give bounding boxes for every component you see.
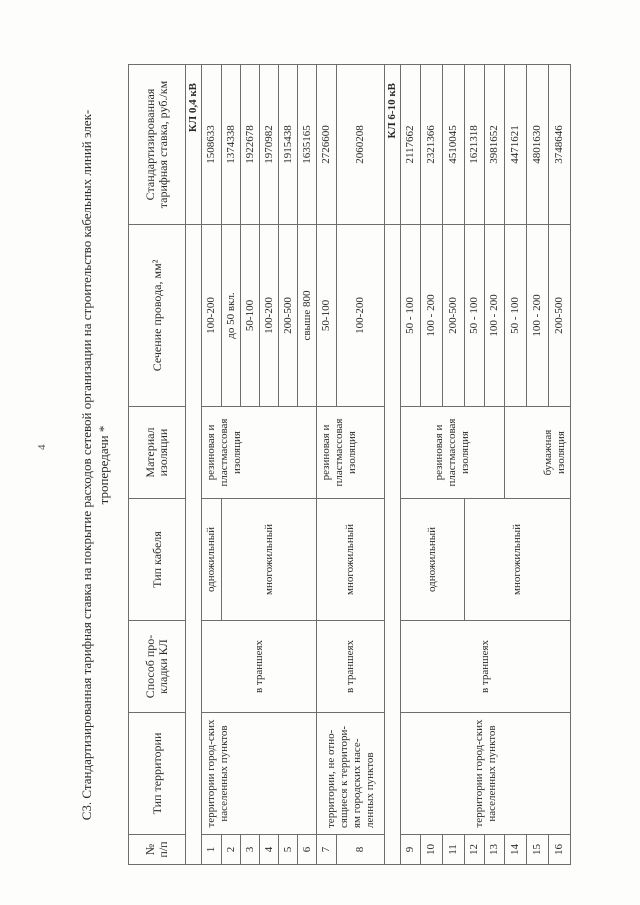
rate-cell: 3748646 xyxy=(549,65,571,225)
section-cell: 100 - 200 xyxy=(421,225,443,407)
rate-cell: 3981652 xyxy=(485,65,505,225)
rate-cell: 1508633 xyxy=(202,65,222,225)
method-cell: в траншеях xyxy=(401,621,571,713)
rate-cell: 1915438 xyxy=(279,65,298,225)
rate-cell: 1970982 xyxy=(260,65,279,225)
section-row xyxy=(385,65,401,865)
rate-cell: 2726600 xyxy=(317,65,337,225)
territory-cell: территории город-ских населенных пунктов xyxy=(202,713,317,835)
rate-cell: 4801630 xyxy=(527,65,549,225)
row-number: 14 xyxy=(505,835,527,865)
row-number: 8 xyxy=(337,835,385,865)
header-insulation: Материал изоляции xyxy=(129,407,186,499)
row-number: 10 xyxy=(421,835,443,865)
section-cell: 200-500 xyxy=(279,225,298,407)
row-number: 11 xyxy=(443,835,465,865)
section-cell: 50 - 100 xyxy=(401,225,421,407)
rate-cell: 4510045 xyxy=(443,65,465,225)
row-number: 4 xyxy=(260,835,279,865)
cable-type-cell: одножильный xyxy=(401,499,465,621)
rotated-page-content xyxy=(78,65,598,865)
row-number: 7 xyxy=(317,835,337,865)
title-line-1: C3. Стандартизированная тарифная ставка на покрытие расходов сетевой организации на строительство кабельных линий элек- xyxy=(79,109,94,821)
cable-type-cell: одножильный xyxy=(202,499,222,621)
territory-cell: территории, не отно-сящиеся к территори-ям городских насе-ленных пунктов xyxy=(317,713,385,835)
section-cell: 200-500 xyxy=(549,225,571,407)
cable-type-cell: многожильный xyxy=(317,499,385,621)
header-row xyxy=(129,65,186,865)
section-row xyxy=(186,65,202,865)
row-number: 6 xyxy=(298,835,317,865)
insulation-cell: бумажная изоляция xyxy=(505,407,571,499)
row-number: 3 xyxy=(241,835,260,865)
section-cell: 50-100 xyxy=(241,225,260,407)
territory-cell: территории город-ских населенных пунктов xyxy=(401,713,571,835)
section-cell: 100 - 200 xyxy=(527,225,549,407)
row-number: 5 xyxy=(279,835,298,865)
title-line-2: тропередачи * xyxy=(96,425,111,505)
section-label: КЛ 0,4 кВ xyxy=(186,65,202,225)
row-number: 2 xyxy=(222,835,241,865)
section-cell: 200-500 xyxy=(443,225,465,407)
rate-cell: 2117662 xyxy=(401,65,421,225)
section-cell: 50 - 100 xyxy=(505,225,527,407)
cable-type-cell: многожильный xyxy=(465,499,571,621)
table-title xyxy=(78,65,112,865)
rate-cell: 1621318 xyxy=(465,65,485,225)
row-number: 12 xyxy=(465,835,485,865)
row-number: 16 xyxy=(549,835,571,865)
section-cell: 100-200 xyxy=(337,225,385,407)
header-rate: Стандартизированная тарифная ставка, руб./км xyxy=(129,65,186,225)
cable-type-cell: многожильный xyxy=(222,499,317,621)
rate-cell: 2060208 xyxy=(337,65,385,225)
section-label: КЛ 6-10 кВ xyxy=(385,65,401,225)
section-cell: 100-200 xyxy=(260,225,279,407)
header-section: Сечение провода, мм² xyxy=(129,225,186,407)
method-cell: в траншеях xyxy=(202,621,317,713)
header-cable-type: Тип кабеля xyxy=(129,499,186,621)
section-cell: 100 - 200 xyxy=(485,225,505,407)
row-number: 9 xyxy=(401,835,421,865)
rate-cell: 4471621 xyxy=(505,65,527,225)
page-number: 4 xyxy=(36,444,48,450)
row-number: 13 xyxy=(485,835,505,865)
rate-cell: 2321366 xyxy=(421,65,443,225)
insulation-cell: резиновая и пластмассовая изоляция xyxy=(202,407,317,499)
method-cell: в траншеях xyxy=(317,621,385,713)
header-territory: Тип территории xyxy=(129,713,186,835)
tariff-table xyxy=(128,64,571,865)
rate-cell: 1635165 xyxy=(298,65,317,225)
header-num: № п/п xyxy=(129,835,186,865)
section-cell: 50 - 100 xyxy=(465,225,485,407)
header-method: Способ про-кладки КЛ xyxy=(129,621,186,713)
table-row xyxy=(317,65,337,865)
row-number: 1 xyxy=(202,835,222,865)
section-cell: свыше 800 xyxy=(298,225,317,407)
insulation-cell: резиновая и пластмассовая изоляция xyxy=(317,407,385,499)
row-number: 15 xyxy=(527,835,549,865)
insulation-cell: резиновая и пластмассовая изоляция xyxy=(401,407,505,499)
section-cell: 50-100 xyxy=(317,225,337,407)
rate-cell: 1922678 xyxy=(241,65,260,225)
section-cell: 100-200 xyxy=(202,225,222,407)
section-cell: до 50 вкл. xyxy=(222,225,241,407)
table-row xyxy=(202,65,222,865)
table-row xyxy=(401,65,421,865)
rate-cell: 1374338 xyxy=(222,65,241,225)
